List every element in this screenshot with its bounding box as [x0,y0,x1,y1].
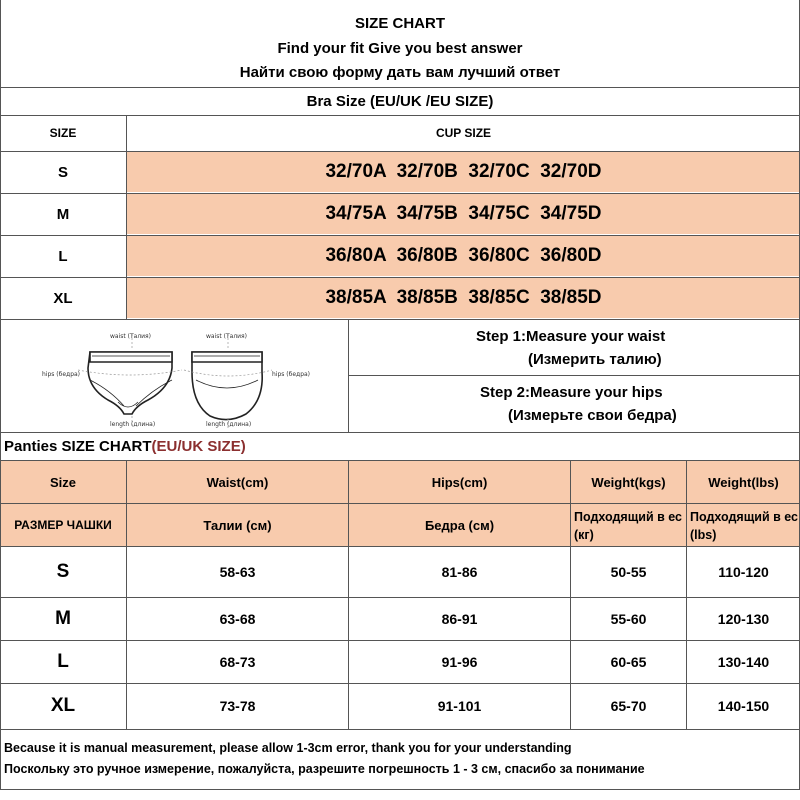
waist-label-left: waist (Талия) [110,333,152,340]
panties-row-size: M [55,608,71,629]
length-label-left: length (длина) [110,421,156,428]
panties-row-size: L [57,651,69,672]
panties-row-lbs: 110-120 [718,563,769,580]
panties-row-kg: 60-65 [610,654,647,670]
panties-row-lbs: 120-130 [717,611,770,627]
panties-row-waist: 58-63 [219,563,256,580]
col-kg-header-ru: Подходящий в ес (кг) [571,504,686,546]
bra-row-size: XL [53,289,73,307]
col-lbs-header: Weight(lbs) [687,461,800,503]
col-size-header: Size [0,461,126,503]
panties-row-waist: 63-68 [219,611,256,627]
col-size-header-ru: РАЗМЕР ЧАШКИ [0,504,126,546]
panties-illustration [0,320,348,432]
panties-row-waist: 73-78 [219,698,256,714]
subtitle-en: Find your fit Give you best answer [277,39,523,57]
bra-row-size: S [57,163,68,181]
panties-diagram [0,320,348,432]
panties-row-hips: 86-91 [441,611,478,627]
step2-en: Step 2:Measure your hips [480,384,663,401]
step1-ru: (Измерить талию) [528,351,662,368]
bra-col-cup: CUP SIZE [435,126,492,140]
col-hips-header: Hips(cm) [349,461,570,503]
hips-label-right: hips (бедра) [272,371,311,378]
col-waist-header-ru: Талии (см) [127,504,348,546]
panties-row-hips: 91-96 [441,654,478,670]
panties-row-lbs: 140-150 [717,698,770,714]
col-waist-header: Waist(cm) [127,461,348,503]
bra-row-cups: 34/75A 34/75B 34/75C 34/75D [127,194,800,234]
length-label-right: length (длина) [206,421,252,428]
panties-row-hips: 81-86 [441,563,478,580]
panties-row-hips: 91-101 [437,698,482,714]
bra-row-cups: 36/80A 36/80B 36/80C 36/80D [127,236,800,276]
panties-row-kg: 55-60 [610,611,647,627]
bra-row-cups: 38/85A 38/85B 38/85C 38/85D [127,278,800,318]
panties-title [4,438,504,458]
panties-row-waist: 68-73 [219,654,256,670]
bra-row-size: M [56,205,70,223]
panties-title-main: Panties SIZE CHART [4,438,152,455]
panties-row-kg: 50-55 [610,563,647,580]
hips-label-left: hips (бедра) [42,371,81,378]
subtitle-ru: Найти свою форму дать вам лучший ответ [239,63,561,81]
bra-size-title: Bra Size (EU/UK /EU SIZE) [306,93,494,110]
col-lbs-header-ru: Подходящий в ес (lbs) [687,504,800,546]
panties-row-kg: 65-70 [610,698,647,714]
col-hips-header-ru: Бедра (см) [349,504,570,546]
step2-ru: (Измерьте свои бедра) [508,407,677,424]
step1-en: Step 1:Measure your waist [476,328,666,345]
footer-note-ru: Поскольку это ручное измерение, пожалуйста, разрешите погрешность 1 - 3 см, спасибо за понимание [4,762,645,776]
bra-col-size: SIZE [49,126,77,140]
bra-row-size: L [58,247,68,265]
panties-row-size: S [56,560,70,582]
panties-row-lbs: 130-140 [717,654,770,670]
panties-row-size: XL [50,695,76,716]
page-title: SIZE CHART [355,14,445,32]
col-kg-header: Weight(kgs) [571,461,686,503]
waist-label-right: waist (Талия) [206,333,248,340]
panties-title-accent: (EU/UK SIZE) [151,438,246,455]
bra-row-cups: 32/70A 32/70B 32/70C 32/70D [127,152,800,192]
footer-note-en: Because it is manual measurement, please allow 1-3cm error, thank you for your understanding [4,741,572,755]
